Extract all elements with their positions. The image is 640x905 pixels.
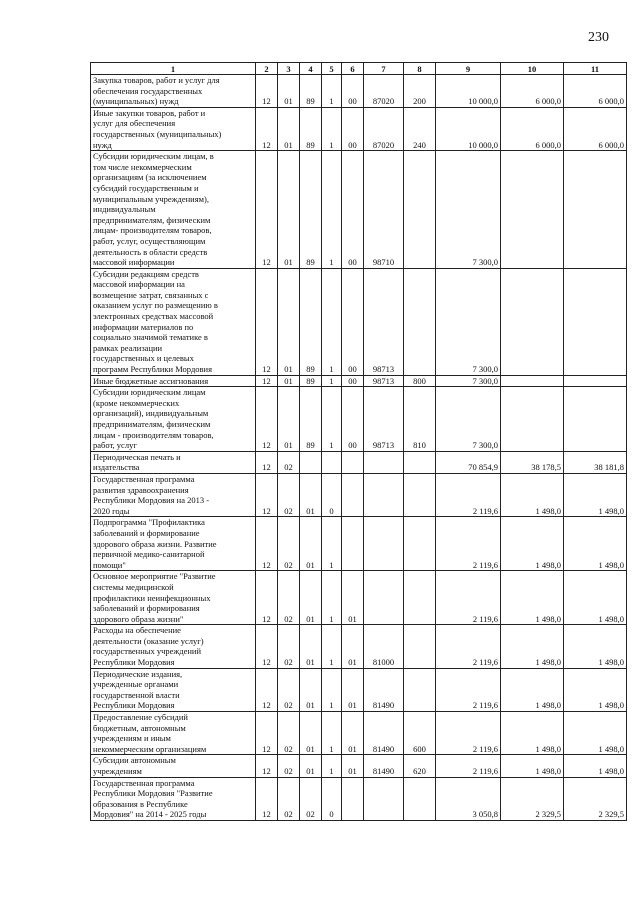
row-name-cell: Государственная программа развития здравоохранения Республики Мордовия на 2013 - 2020 годы xyxy=(91,473,256,516)
code-cell: 01 xyxy=(278,387,300,452)
code-cell xyxy=(364,517,404,571)
code-cell: 02 xyxy=(278,668,300,711)
amount-cell xyxy=(501,151,564,269)
row-name-cell: Основное мероприятие "Развитие системы медицинской профилактики неинфекционных заболеваний и формирования здорового образа жизни" xyxy=(91,571,256,625)
amount-cell: 6 000,0 xyxy=(501,75,564,108)
code-cell: 00 xyxy=(342,387,364,452)
code-cell xyxy=(404,668,436,711)
amount-cell: 10 000,0 xyxy=(436,75,501,108)
code-cell: 02 xyxy=(278,755,300,777)
code-cell: 1 xyxy=(322,517,342,571)
code-cell: 98710 xyxy=(364,151,404,269)
amount-cell: 1 498,0 xyxy=(564,755,627,777)
code-cell xyxy=(364,571,404,625)
code-cell xyxy=(342,777,364,820)
code-cell: 1 xyxy=(322,668,342,711)
table-row xyxy=(91,517,627,571)
code-cell: 98713 xyxy=(364,375,404,387)
amount-cell: 7 300,0 xyxy=(436,268,501,375)
code-cell: 810 xyxy=(404,387,436,452)
code-cell: 1 xyxy=(322,151,342,269)
code-cell: 89 xyxy=(300,151,322,269)
code-cell: 1 xyxy=(322,375,342,387)
code-cell xyxy=(404,571,436,625)
table-row xyxy=(91,777,627,820)
code-cell xyxy=(404,268,436,375)
column-header: 6 xyxy=(342,63,364,75)
code-cell: 01 xyxy=(342,712,364,755)
code-cell xyxy=(342,451,364,473)
code-cell: 800 xyxy=(404,375,436,387)
amount-cell: 1 498,0 xyxy=(564,473,627,516)
amount-cell: 1 498,0 xyxy=(564,668,627,711)
column-header: 1 xyxy=(91,63,256,75)
code-cell: 12 xyxy=(256,375,278,387)
amount-cell: 1 498,0 xyxy=(501,625,564,668)
amount-cell: 1 498,0 xyxy=(501,712,564,755)
amount-cell: 7 300,0 xyxy=(436,375,501,387)
code-cell xyxy=(300,451,322,473)
code-cell: 01 xyxy=(300,712,322,755)
code-cell xyxy=(364,451,404,473)
column-header: 7 xyxy=(364,63,404,75)
amount-cell xyxy=(564,375,627,387)
amount-cell: 6 000,0 xyxy=(564,107,627,150)
code-cell: 01 xyxy=(278,75,300,108)
code-cell: 02 xyxy=(278,517,300,571)
table-row xyxy=(91,387,627,452)
code-cell: 620 xyxy=(404,755,436,777)
code-cell: 12 xyxy=(256,571,278,625)
code-cell: 0 xyxy=(322,473,342,516)
code-cell xyxy=(364,777,404,820)
code-cell: 00 xyxy=(342,151,364,269)
amount-cell: 1 498,0 xyxy=(501,517,564,571)
code-cell: 01 xyxy=(278,107,300,150)
code-cell: 89 xyxy=(300,75,322,108)
budget-table xyxy=(90,62,627,821)
table-row xyxy=(91,625,627,668)
row-name-cell: Государственная программа Республики Мордовия "Развитие образования в Республике Мордовия" на 2014 - 2025 годы xyxy=(91,777,256,820)
code-cell xyxy=(364,473,404,516)
amount-cell: 1 498,0 xyxy=(564,571,627,625)
table-row xyxy=(91,755,627,777)
table-row xyxy=(91,451,627,473)
code-cell xyxy=(404,473,436,516)
table-row xyxy=(91,473,627,516)
code-cell: 1 xyxy=(322,571,342,625)
amount-cell: 6 000,0 xyxy=(564,75,627,108)
column-header: 11 xyxy=(564,63,627,75)
code-cell: 200 xyxy=(404,75,436,108)
code-cell: 98713 xyxy=(364,387,404,452)
code-cell: 01 xyxy=(278,375,300,387)
code-cell: 12 xyxy=(256,268,278,375)
row-name-cell: Субсидии юридическим лицам (кроме некоммерческих организаций), индивидуальным предпринимателям, физическим лицам - производителям товаров, работ, услуг xyxy=(91,387,256,452)
table-row xyxy=(91,107,627,150)
row-name-cell: Иные бюджетные ассигнования xyxy=(91,375,256,387)
table-row xyxy=(91,571,627,625)
column-header: 2 xyxy=(256,63,278,75)
amount-cell: 38 181,8 xyxy=(564,451,627,473)
code-cell: 01 xyxy=(278,151,300,269)
code-cell: 1 xyxy=(322,712,342,755)
code-cell xyxy=(404,517,436,571)
code-cell: 81490 xyxy=(364,668,404,711)
amount-cell xyxy=(501,387,564,452)
amount-cell: 1 498,0 xyxy=(564,625,627,668)
amount-cell: 1 498,0 xyxy=(564,517,627,571)
amount-cell: 2 119,6 xyxy=(436,571,501,625)
row-name-cell: Расходы на обеспечение деятельности (оказание услуг) государственных учреждений Республики Мордовия xyxy=(91,625,256,668)
column-header: 3 xyxy=(278,63,300,75)
code-cell: 12 xyxy=(256,755,278,777)
code-cell: 12 xyxy=(256,151,278,269)
code-cell: 00 xyxy=(342,75,364,108)
code-cell: 02 xyxy=(278,451,300,473)
code-cell: 01 xyxy=(342,625,364,668)
amount-cell: 1 498,0 xyxy=(501,473,564,516)
code-cell: 0 xyxy=(322,777,342,820)
amount-cell: 6 000,0 xyxy=(501,107,564,150)
code-cell xyxy=(342,473,364,516)
column-header: 8 xyxy=(404,63,436,75)
code-cell: 1 xyxy=(322,625,342,668)
row-name-cell: Предоставление субсидий бюджетным, автономным учреждениям и иным некоммерческим организациям xyxy=(91,712,256,755)
row-name-cell: Подпрограмма "Профилактика заболеваний и формирование здорового образа жизни. Развитие первичной медико-санитарной помощи" xyxy=(91,517,256,571)
code-cell: 12 xyxy=(256,668,278,711)
table-row xyxy=(91,375,627,387)
code-cell: 12 xyxy=(256,451,278,473)
table-row xyxy=(91,268,627,375)
code-cell: 02 xyxy=(300,777,322,820)
amount-cell xyxy=(564,387,627,452)
amount-cell xyxy=(564,268,627,375)
code-cell: 01 xyxy=(300,755,322,777)
code-cell: 12 xyxy=(256,777,278,820)
code-cell: 12 xyxy=(256,387,278,452)
table-row xyxy=(91,151,627,269)
code-cell: 01 xyxy=(342,755,364,777)
row-name-cell: Субсидии юридическим лицам, в том числе некоммерческим организациям (за исключением субсидий государственным и муниципальным учреждениям), индивидуальным предпринимателям, физическим лицам- производителям товаров, работ, услуг, осуществляющим деятельность в области средств массовой информации xyxy=(91,151,256,269)
amount-cell: 2 119,6 xyxy=(436,473,501,516)
code-cell: 02 xyxy=(278,777,300,820)
code-cell: 00 xyxy=(342,375,364,387)
code-cell: 01 xyxy=(342,668,364,711)
column-header: 10 xyxy=(501,63,564,75)
code-cell: 01 xyxy=(300,625,322,668)
amount-cell: 1 498,0 xyxy=(501,668,564,711)
code-cell: 02 xyxy=(278,712,300,755)
amount-cell: 2 119,6 xyxy=(436,668,501,711)
code-cell xyxy=(404,151,436,269)
amount-cell: 3 050,8 xyxy=(436,777,501,820)
code-cell: 12 xyxy=(256,712,278,755)
amount-cell xyxy=(564,151,627,269)
amount-cell: 2 119,6 xyxy=(436,517,501,571)
amount-cell: 10 000,0 xyxy=(436,107,501,150)
amount-cell xyxy=(501,375,564,387)
code-cell: 12 xyxy=(256,517,278,571)
code-cell: 12 xyxy=(256,75,278,108)
code-cell: 00 xyxy=(342,268,364,375)
row-name-cell: Периодическая печать и издательства xyxy=(91,451,256,473)
row-name-cell: Периодические издания, учрежденные органами государственной власти Республики Мордовия xyxy=(91,668,256,711)
code-cell xyxy=(404,777,436,820)
amount-cell: 38 178,5 xyxy=(501,451,564,473)
amount-cell: 70 854,9 xyxy=(436,451,501,473)
code-cell: 89 xyxy=(300,375,322,387)
table-row xyxy=(91,712,627,755)
column-header: 9 xyxy=(436,63,501,75)
code-cell: 89 xyxy=(300,387,322,452)
code-cell: 12 xyxy=(256,107,278,150)
amount-cell: 1 498,0 xyxy=(564,712,627,755)
code-cell: 1 xyxy=(322,268,342,375)
code-cell xyxy=(342,517,364,571)
code-cell xyxy=(322,451,342,473)
code-cell: 81490 xyxy=(364,712,404,755)
code-cell: 02 xyxy=(278,473,300,516)
code-cell: 98713 xyxy=(364,268,404,375)
code-cell: 02 xyxy=(278,625,300,668)
code-cell: 01 xyxy=(300,571,322,625)
code-cell: 12 xyxy=(256,625,278,668)
code-cell: 01 xyxy=(300,473,322,516)
amount-cell: 7 300,0 xyxy=(436,151,501,269)
code-cell: 89 xyxy=(300,107,322,150)
table-body xyxy=(91,75,627,821)
code-cell: 12 xyxy=(256,473,278,516)
code-cell: 1 xyxy=(322,75,342,108)
code-cell: 00 xyxy=(342,107,364,150)
amount-cell: 2 329,5 xyxy=(564,777,627,820)
code-cell: 89 xyxy=(300,268,322,375)
row-name-cell: Субсидии автономным учреждениям xyxy=(91,755,256,777)
row-name-cell: Закупка товаров, работ и услуг для обеспечения государственных (муниципальных) нужд xyxy=(91,75,256,108)
code-cell xyxy=(404,625,436,668)
column-header: 4 xyxy=(300,63,322,75)
code-cell: 02 xyxy=(278,571,300,625)
amount-cell: 7 300,0 xyxy=(436,387,501,452)
column-header: 5 xyxy=(322,63,342,75)
code-cell: 87020 xyxy=(364,107,404,150)
code-cell: 01 xyxy=(342,571,364,625)
amount-cell xyxy=(501,268,564,375)
code-cell: 240 xyxy=(404,107,436,150)
code-cell: 1 xyxy=(322,107,342,150)
code-cell: 01 xyxy=(278,268,300,375)
code-cell: 600 xyxy=(404,712,436,755)
row-name-cell: Иные закупки товаров, работ и услуг для обеспечения государственных (муниципальных) нужд xyxy=(91,107,256,150)
code-cell: 01 xyxy=(300,668,322,711)
code-cell xyxy=(404,451,436,473)
amount-cell: 2 119,6 xyxy=(436,625,501,668)
code-cell: 01 xyxy=(300,517,322,571)
amount-cell: 2 119,6 xyxy=(436,712,501,755)
page-number: 230 xyxy=(588,30,609,45)
table-row xyxy=(91,75,627,108)
amount-cell: 1 498,0 xyxy=(501,755,564,777)
code-cell: 1 xyxy=(322,387,342,452)
amount-cell: 2 329,5 xyxy=(501,777,564,820)
row-name-cell: Субсидии редакциям средств массовой информации на возмещение затрат, связанных с оказанием услуг по размещению в электронных средствах массовой информации материалов по социально значимой тематике в рамках реализации государственных и целевых программ Республики Мордовия xyxy=(91,268,256,375)
code-cell: 81490 xyxy=(364,755,404,777)
column-number-row xyxy=(91,63,627,75)
amount-cell: 2 119,6 xyxy=(436,755,501,777)
table-row xyxy=(91,668,627,711)
amount-cell: 1 498,0 xyxy=(501,571,564,625)
code-cell: 1 xyxy=(322,755,342,777)
code-cell: 87020 xyxy=(364,75,404,108)
code-cell: 81000 xyxy=(364,625,404,668)
